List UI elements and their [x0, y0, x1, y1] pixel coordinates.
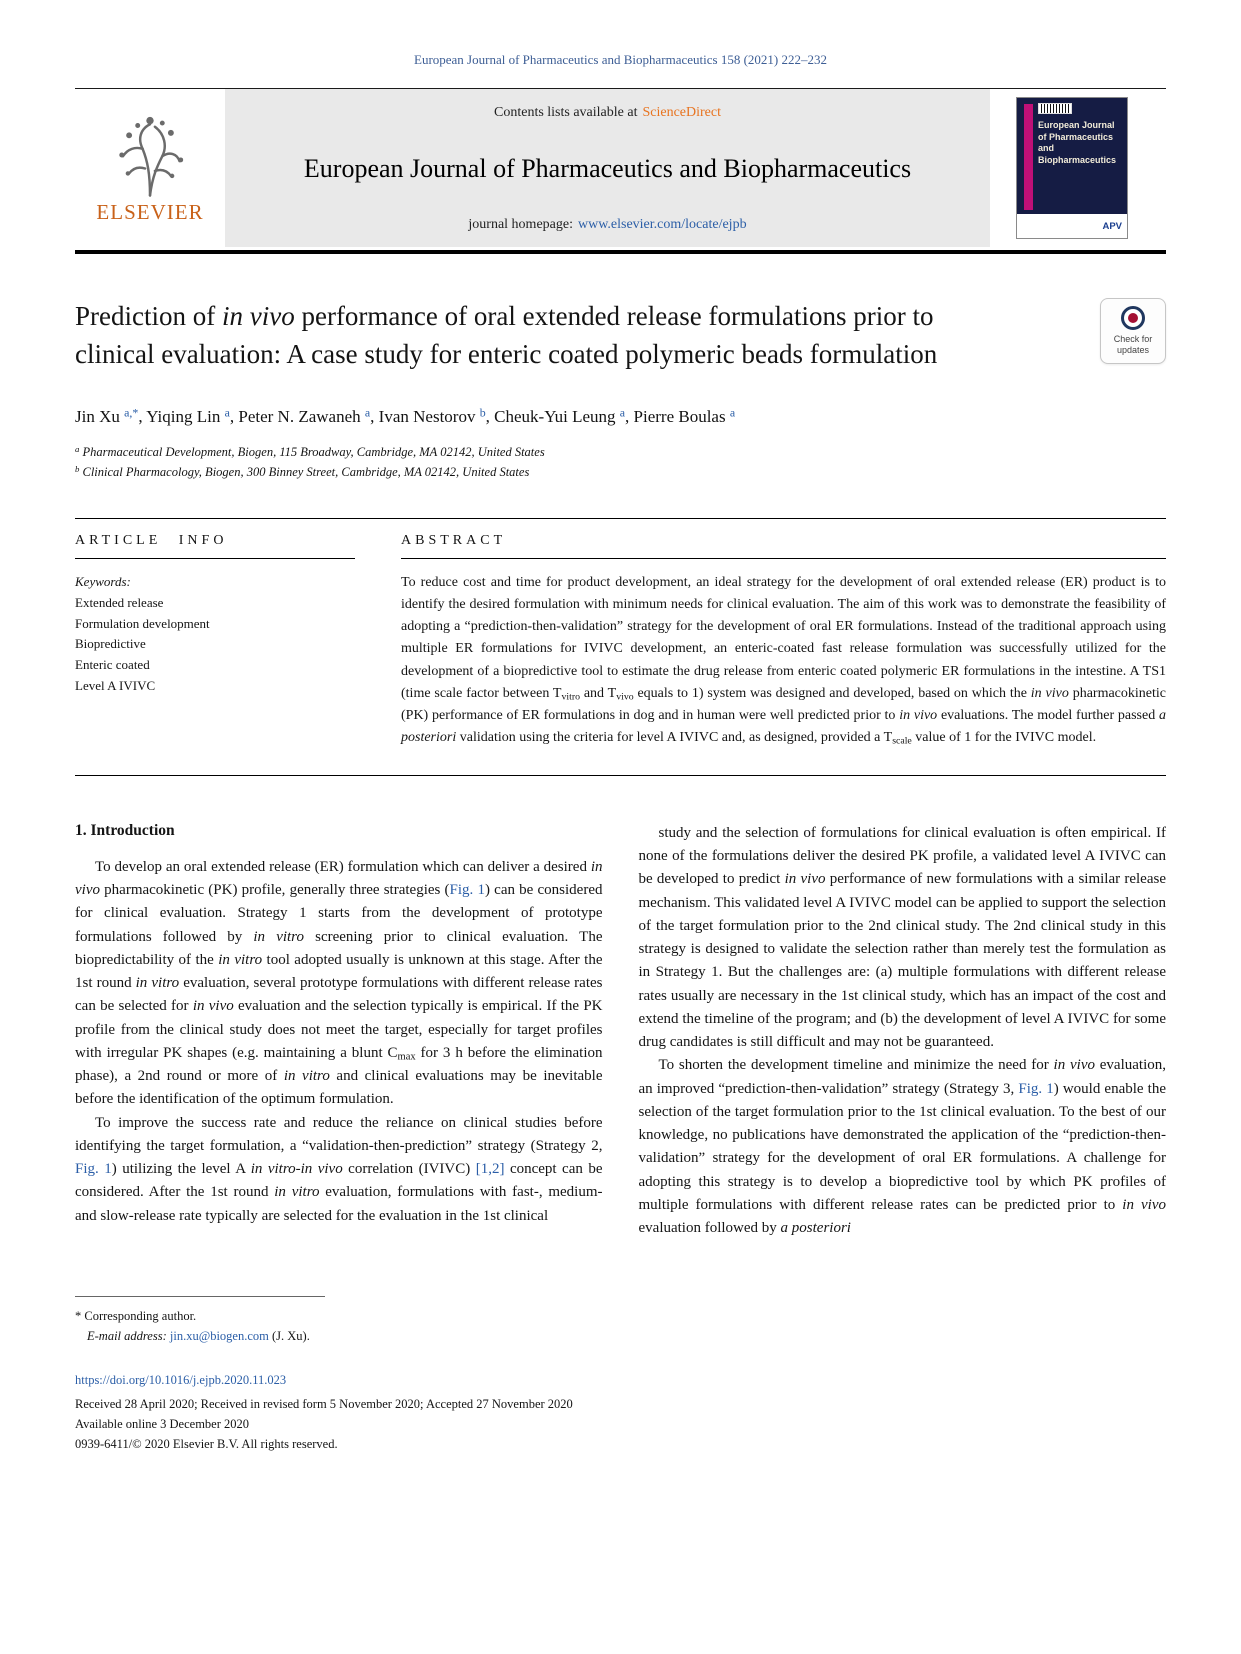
footnote-block — [75, 1296, 1166, 1346]
right-column — [639, 822, 1167, 1241]
cover-magenta-stripe — [1024, 104, 1033, 210]
affiliations — [75, 442, 1166, 482]
inline-link[interactable]: Fig. 1 — [75, 1161, 112, 1178]
inline-link[interactable]: Fig. 1 — [1018, 1080, 1054, 1097]
paragraph: To develop an oral extended release (ER) formulation which can deliver a desired in vivo pharmacokinetic (PK) profile, generally three strategies (Fig. 1) can be considered for clinical evaluation. Strategy 1 starts from the development of prototype formulations followed by in vitro screening prior to clinical evaluation. The biopredictability of the in vitro tool adopted usually is unknown at this stage. After the 1st round in vitro evaluation, several prototype formulations with different release rates can be selected for in vivo evaluation and the selection typically is empirical. If the PK profile from the clinical study does not meet the target, especially for target profiles with irregular PK shapes (e.g. maintaining a blunt Cmax for 3 h before the elimination phase), a 2nd round or more of in vitro and clinical evaluations may be inevitable before the identification of the optimum formulation. — [75, 858, 603, 1108]
sciencedirect-link[interactable]: ScienceDirect — [642, 105, 721, 120]
journal-cover-thumbnail — [1016, 97, 1128, 239]
check-for-updates-badge[interactable] — [1100, 298, 1166, 364]
affiliation-b: $^b$ Clinical Pharmacology, Biogen, 300 Binney Street, Cambridge, MA 02142, United States — [75, 464, 530, 480]
keyword-item: Enteric coated — [75, 657, 150, 673]
inline-link[interactable]: a — [224, 405, 230, 420]
cover-barcode — [1038, 103, 1072, 114]
abstract-heading: ABSTRACT — [401, 533, 1166, 559]
homepage-label: journal homepage: — [468, 217, 573, 232]
author-list: Jin Xu $^{a,*}$, Yiqing Lin $^a$, Peter N. Zawaneh $^a$, Ivan Nestorov $^b$, Cheuk-Yui Leung $^a$, Pierre Boulas $^a$ — [75, 405, 736, 426]
page-footer — [75, 1370, 1166, 1454]
contents-line — [237, 105, 978, 121]
article-title: Prediction of in vivo performance of oral extended release formulations prior to clinical evaluation: A case study for enteric coated polymeric beads formulation — [75, 301, 938, 369]
doi-link[interactable]: https://doi.org/10.1016/j.ejpb.2020.11.023 — [75, 1373, 287, 1388]
keyword-item: Level A IVIVC — [75, 678, 156, 694]
inline-link[interactable]: Fig. 1 — [449, 882, 485, 899]
article-info-column — [75, 533, 355, 749]
cover-society: APV — [1102, 220, 1122, 232]
paragraph: To improve the success rate and reduce the reliance on clinical studies before identifying the target formulation, a “validation-then-prediction” strategy (Strategy 2, Fig. 1) utilizing the level A in vitro-in vivo correlation (IVIVC) [1,2] concept can be considered. After the 1st round in vitro evaluation, formulations with fast-, medium- and slow-release rate typically are selected for the evaluation in the 1st clinical — [75, 1114, 603, 1224]
inline-link[interactable]: a — [364, 405, 371, 420]
journal-citation: European Journal of Pharmaceutics and Biopharmaceutics 158 (2021) 222–232 — [414, 52, 827, 67]
elsevier-wordmark: ELSEVIER — [96, 199, 204, 224]
crossmark-icon — [1121, 306, 1145, 330]
journal-cover-wrap — [990, 89, 1166, 247]
elsevier-logo[interactable] — [75, 89, 225, 247]
inline-link[interactable]: a — [729, 405, 736, 420]
email-label: E-mail address: — [87, 1329, 167, 1344]
email-link[interactable]: jin.xu@biogen.com — [169, 1329, 269, 1344]
keyword-item: Extended release — [75, 594, 164, 610]
inline-link[interactable]: a,* — [124, 405, 139, 420]
cover-society-label — [1017, 214, 1127, 238]
footnote-rule — [75, 1296, 325, 1297]
copyright-line: 0939-6411/© 2020 Elsevier B.V. All rights reserved. — [75, 1437, 338, 1452]
abstract-column — [401, 533, 1166, 749]
section-heading: 1. Introduction — [75, 821, 175, 839]
contents-text: Contents lists available at — [494, 105, 638, 120]
left-column — [75, 822, 603, 1241]
email-line — [75, 1326, 1166, 1346]
homepage-line — [237, 217, 978, 233]
available-online: Available online 3 December 2020 — [75, 1417, 250, 1432]
keywords-label: Keywords: — [75, 574, 131, 590]
affiliation-a: $^a$ Pharmaceutical Development, Biogen, 115 Broadway, Cambridge, MA 02142, United States — [75, 444, 545, 460]
keyword-item: Biopredictive — [75, 636, 146, 652]
info-abstract-section — [75, 518, 1166, 776]
paragraph: To shorten the development timeline and minimize the need for in vivo evaluation, an improved “prediction-then-validation” strategy (Strategy 3, Fig. 1) would enable the selection of the target formulation prior to the 1st clinical evaluation. To the best of our knowledge, no publications have demonstrated the application of the “prediction-then-validation” strategy for the development of oral ER formulations. A challenge for adopting this strategy is to develop a biopredictive tool by which PK profiles of multiple formulations with different release rates can be predicted prior to in vivo evaluation followed by a posteriori — [638, 1057, 1166, 1237]
check-updates-label — [1105, 334, 1161, 357]
received-dates: Received 28 April 2020; Received in revised form 5 November 2020; Accepted 27 November 2020 — [75, 1397, 573, 1412]
article-info-heading: ARTICLE INFO — [75, 533, 355, 559]
cover-title: European Journal of Pharmaceutics and Biopharmaceutics — [1038, 120, 1117, 166]
keyword-item: Formulation development — [75, 615, 210, 631]
elsevier-tree-icon — [111, 112, 189, 198]
journal-title: European Journal of Pharmaceutics and Biopharmaceutics — [303, 154, 912, 184]
title-row — [75, 298, 1166, 374]
inline-link[interactable]: [1,2] — [475, 1161, 505, 1178]
header-divider — [75, 250, 1166, 254]
journal-homepage-link[interactable]: www.elsevier.com/locate/ejpb — [577, 217, 747, 232]
check-updates-line1: Check for — [1113, 334, 1153, 344]
inline-link[interactable]: a — [619, 405, 626, 420]
body-columns — [75, 822, 1166, 1241]
paragraph: study and the selection of formulations for clinical evaluation is often empirical. If none of the formulations deliver the desired PK profile, a validated level A IVIVC can be developed to predict in vivo performance of new formulations with a similar release mechanism. This validated level A IVIVC model can be applied to support the selection of the target formulation prior to the 2nd clinical study. The 2nd clinical study in this strategy is designed to validate the selection rather than merely test the formulation as in Strategy 1. But the challenges are: (a) multiple formulations with different release rates usually are necessary in the 1st clinical study, which has an impact of the cost and extend the timeline of the program; and (b) the development of level A IVIVC for some drug candidates is still difficult and may not be guaranteed. — [638, 824, 1166, 1051]
check-updates-line2: updates — [1116, 345, 1150, 356]
corresponding-author-note: * Corresponding author. — [75, 1309, 197, 1324]
abstract-text: To reduce cost and time for product development, an ideal strategy for the development of oral extended release (ER) product is to identify the desired formulation with minimum needs for clinical evaluation. The aim of this work was to demonstrate the feasibility of adopting a “prediction-then-validation” strategy for the development of oral ER formulations. Instead of the traditional approach using multiple ER formulations for IVIVC development, an enteric-coated fast release formulation was successfully utilized for the development of a biopredictive tool to estimate the drug release from enteric coated polymeric ER formulations in the intestine. A TS1 (time scale factor between Tvitro and Tvivo equals to 1) system was designed and developed, based on which the in vivo pharmacokinetic (PK) performance of ER formulations in dog and in human were well predicted prior to in vivo evaluations. The model further passed a posteriori validation using the criteria for level A IVIVC and, as designed, provided a Tscale value of 1 for the IVIVC model. — [401, 575, 1166, 747]
journal-banner — [225, 89, 990, 247]
inline-link[interactable]: b — [479, 405, 486, 420]
email-suffix: (J. Xu). — [268, 1329, 310, 1344]
journal-header — [75, 88, 1166, 247]
